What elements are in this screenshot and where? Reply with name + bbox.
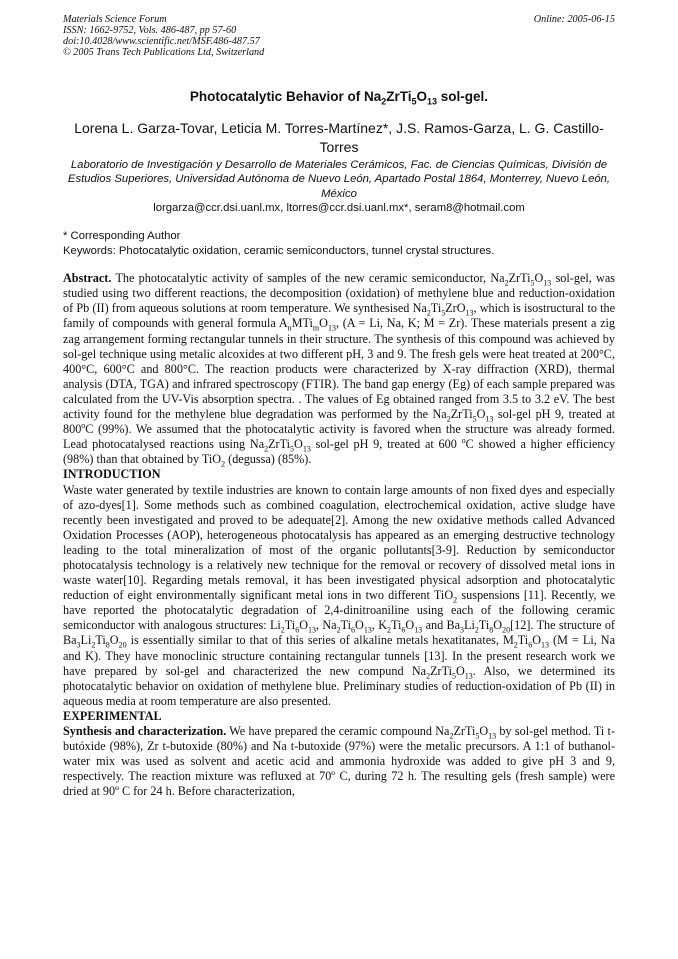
journal-header xyxy=(63,14,615,58)
abstract: Abstract. The photocatalytic activity of samples of the new ceramic semiconductor, $Na_2ZrTi_5O_{13}$ sol-gel, was studied using two different reactions, the decomposition (oxidation) of methylene blue and reduction-oxidation of Pb (II) from aqueous solutions at room temperature. We synthesised $Na_2Ti_5ZrO_{13}$, which is isostructural to the family of compounds with general formula $A_nMTi_mO_{13}$, (A = Li, Na, K; M = Zr). These materials present a zig zag arrangement forming rectangular tunnels in their structure. The synthesis of this compound was achieved by sol-gel technique using metalic alcoxides at two different pH, 3 and 9. The fresh gels were heat treated at 200°C, 400°C, 600°C and 800°C. The reaction products were characterized by X-ray diffraction (XRD), thermal analysis (DTA, TGA) and infrared spectroscopy (FTIR). The band gap energy (Eg) of each sample prepared was calculated from the UV-Vis absorption spectra. . The values of Eg obtained ranged from 3.5 to 3.2 eV. The best activity found for the methylene blue degradation was performed by the $Na_2ZrTi_5O_{13}$ sol-gel pH 9, treated at 800$^o$C (99%). We assumed that the photocatalytic activity is favored when the structure was already formed. Lead photocatalysed reactions using $Na_2ZrTi_5O_{13}$ sol-gel pH 9, treated at 600 $^o$C showed a higher efficiency (98%) than that obtained by TiO$_2$ (degussa) (85%). xyxy=(63,271,616,469)
corresponding-note xyxy=(63,229,615,258)
section-heading-experimental: EXPERIMENTAL xyxy=(63,708,162,723)
journal-name: Materials Science Forum xyxy=(63,14,167,25)
affiliation: Laboratorio de Investigación y Desarrollo de Materiales Cerámicos, Fac. de Ciencias Químicas, División de Estudios Superiores, Universidad Autónoma de Nuevo León, Apartado Postal 1864, Monterrey, Nuevo León, México xyxy=(67,158,611,200)
author-emails: lorgarza@ccr.dsi.uanl.mx, ltorres@ccr.dsi.uanl.mx*, seram8@hotmail.com xyxy=(153,202,525,215)
issn: ISSN: 1662-9752, Vols. 486-487, pp 57-60 xyxy=(63,25,237,36)
paper-title: Photocatalytic Behavior of $Na_2ZrTi_5O_{13}$ sol-gel. xyxy=(189,89,489,107)
paper-page xyxy=(63,14,615,799)
introduction-paragraph: Waste water generated by textile industries are known to contain large amounts of non fixed dyes and especially of azo-dyes[1]. Some methods such as combined coagulation, electrochemical oxidation, active sludge have recently been investigated and proved to be adequate[2]. Among the new oxidative methods called Advanced Oxidation Processes (AOP), heterogeneous photocatalysis has appeared as an emerging destructive technology leading to the total mineralization of most of the organic pollutants[3-9]. Reduction by semiconductor photocatalysis technology is a relatively new technique for the removal or recovery of dissolved metal ions in waste water[10]. Regarding metals removal, it has been investigated physical adsorption and photocatalytic reduction of eight environmentally significant metal ions in two different TiO$_2$ suspensions [11]. Recently, we have reported the photocatalytic degradation of 2,4-dinitroaniline using each of the following ceramic semiconductor with analogous structures: $Li_2Ti_6O_{13}$, $Na_2Ti_6O_{13}$, $K_2Ti_6O_{13}$ and $Ba_3Li_2Ti_8O_{20}[12]$. The structure of $Ba_3Li_2Ti_8O_{20}$ is essentially similar to that of this series of alkaline metals hexatitanates, $M_2Ti_6O_{13}$ (M = Li, Na and K). They have monoclinic structure containing rectangular tunnels [13]. In the present research work we have prepared by sol-gel and characterized the new compund $Na_2ZrTi_5O_{13}$. Also, we determined its photocatalytic behavior on oxidation of methylene blue. Preliminary studies of reduction-oxidation of Pb (II) in aqueous media at room temperature are also presented. xyxy=(63,482,615,708)
corresponding-author: * Corresponding Author xyxy=(63,230,181,243)
subsection-label: Synthesis and characterization. xyxy=(63,724,227,738)
doi: doi:10.4028/www.scientific.net/MSF.486-487.57 xyxy=(63,36,260,47)
experimental-paragraph: Synthesis and characterization. We have prepared the ceramic compound $Na_2ZrTi_5O_{13}$ by sol-gel method. Ti t-butóxide (98%), Zr t-butoxide (80%) and Na t-butoxide (97%) were the metalic precursors. A 1:1 of buthanol-water mix was used as solvent and acetic acid and ammonia hydroxide was added to give pH 3 and 9, respectively. The reaction mixture was refluxed at 70º C, during 72 h. The resulting gels (fresh sample) were dried at 90º C for 24 h. Before characterization, xyxy=(63,724,615,799)
keywords: Keywords: Photocatalytic oxidation, ceramic semiconductors, tunnel crystal structures. xyxy=(63,244,495,257)
author-list: Lorena L. Garza-Tovar, Leticia M. Torres-Martínez*, J.S. Ramos-Garza, L. G. Castillo-Torres xyxy=(74,119,604,155)
online-date: Online: 2005-06-15 xyxy=(533,14,615,25)
section-heading-introduction: INTRODUCTION xyxy=(63,467,161,482)
copyright: © 2005 Trans Tech Publications Ltd, Switzerland xyxy=(63,47,265,58)
abstract-label: Abstract. xyxy=(63,271,112,286)
